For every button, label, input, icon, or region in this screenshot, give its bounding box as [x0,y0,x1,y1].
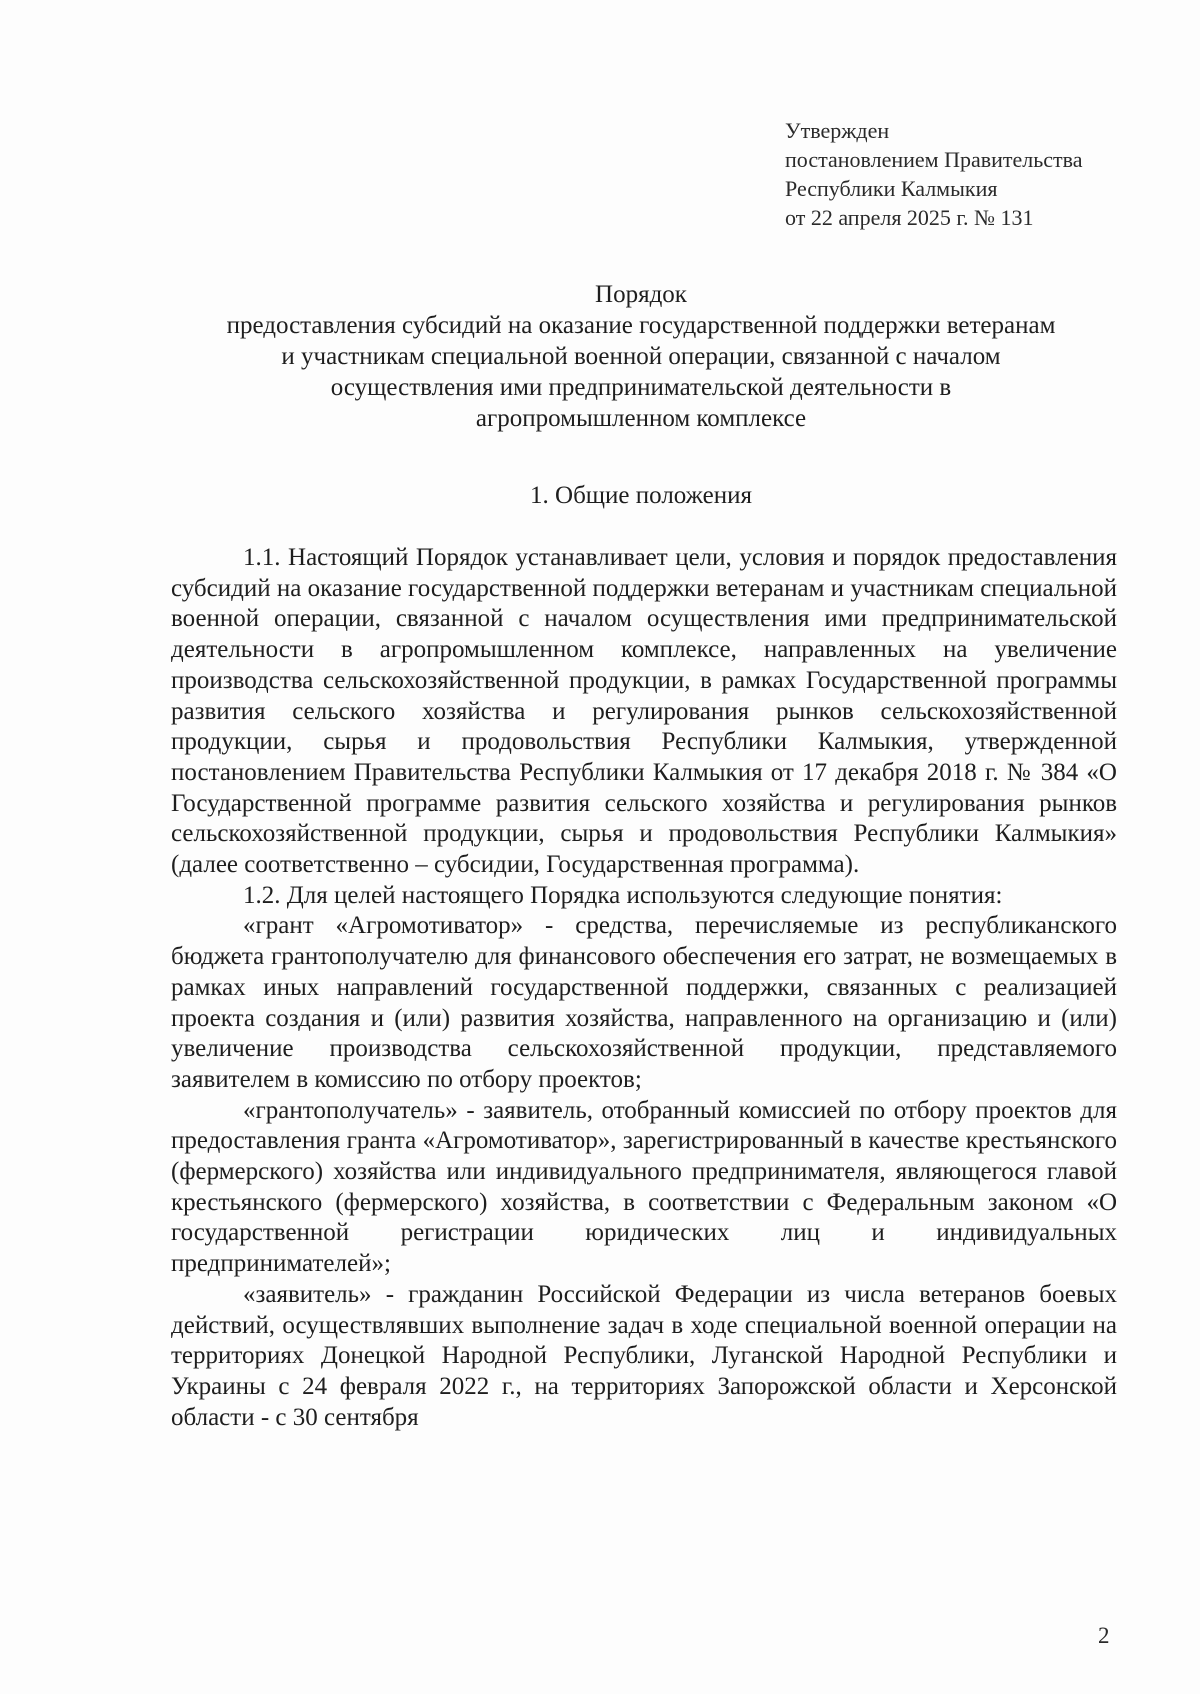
approval-stamp [785,116,1083,232]
definition-grant: «грант «Агромотиватор» - средства, перечисляемые из республиканского бюджета грантополучателю для финансового обеспечения его затрат, не возмещаемых в рамках иных направлений государственной поддержки, связанных с реализацией проекта создания и (или) развития хозяйства, направленного на организацию и (или) увеличение производства сельскохозяйственной продукции, представляемого заявителем в комиссию по отбору проектов; [171,912,1117,1093]
approval-line-2: постановлением Правительства [785,147,1083,172]
document-title [160,279,1122,434]
title-line-3: осуществления ими предпринимательской деятельности в [330,374,952,401]
approval-line-4: от 22 апреля 2025 г. № 131 [785,205,1034,230]
approval-line-1: Утвержден [785,118,890,143]
approval-line-3: Республики Калмыкия [785,176,998,201]
title-main: Порядок [595,281,687,308]
paragraph-1-2: 1.2. Для целей настоящего Порядка используются следующие понятия: [243,881,1003,909]
definition-grant-recipient: «грантополучатель» - заявитель, отобранный комиссией по отбору проектов для предоставления гранта «Агромотиватор», зарегистрированный в качестве крестьянского (фермерского) хозяйства или индивидуального предпринимателя, являющегося главой крестьянского (фермерского) хозяйства, в соответствии с Федеральным законом «О государственной регистрации юридических лиц и индивидуальных предпринимателей»; [171,1096,1117,1278]
page-number: 2 [1098,1623,1110,1648]
document-body [171,543,1117,1433]
definition-applicant: «заявитель» - гражданин Российской Федерации из числа ветеранов боевых действий, осуществлявших выполнение задач в ходе специальной военной операции на территориях Донецкой Народной Республики, Луганской Народной Республики и Украины с 24 февраля 2022 г., на территориях Запорожской области и Херсонской области - с 30 сентября [171,1280,1117,1431]
title-line-2: и участникам специальной военной операции, связанной с началом [281,343,1001,370]
title-line-1: предоставления субсидий на оказание государственной поддержки ветеранам [226,312,1056,339]
section-heading: 1. Общие положения [530,482,752,509]
title-line-4: агропромышленном комплексе [475,405,807,432]
paragraph-1-1: 1.1. Настоящий Порядок устанавливает цели, условия и порядок предоставления субсидий на оказание государственной поддержки ветеранам и участникам специальной военной операции, связанной с началом осуществления ими предпринимательской деятельности в агропромышленном комплексе, направленных на увеличение производства сельскохозяйственной продукции, в рамках Государственной программы развития сельского хозяйства и регулирования рынков сельскохозяйственной продукции, сырья и продовольствия Республики Калмыкия, утвержденной постановлением Правительства Республики Калмыкия от 17 декабря 2018 г. № 384 «О Государственной программе развития сельского хозяйства и регулирования рынков сельскохозяйственной продукции, сырья и продовольствия Республики Калмыкия» (далее соответственно – субсидии, Государственная программа). [171,544,1117,879]
